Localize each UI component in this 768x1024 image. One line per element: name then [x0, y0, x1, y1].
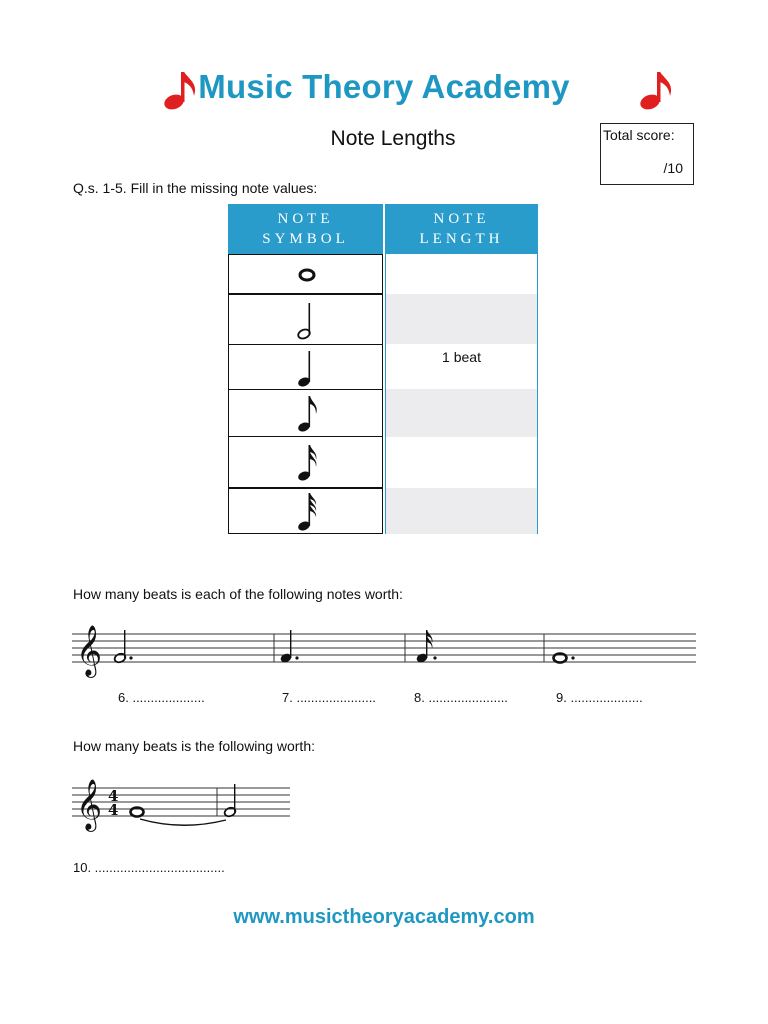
tie-icon	[140, 819, 226, 825]
row-bg	[386, 294, 537, 344]
instruction-q10: How many beats is the following worth:	[73, 738, 315, 754]
score-box	[600, 123, 694, 185]
row-bg	[386, 389, 537, 437]
minim-icon	[295, 301, 317, 341]
row-bg	[386, 488, 537, 534]
demisemiquaver-icon	[295, 491, 321, 533]
symbol-cell-1	[228, 254, 383, 294]
row-bg	[386, 254, 537, 294]
treble-clef-icon: 𝄞	[76, 625, 103, 676]
answer-8[interactable]: 8. ......................	[414, 690, 508, 705]
semiquaver-icon	[295, 443, 321, 483]
header-note-symbol	[228, 204, 383, 254]
symbol-cell-4	[228, 389, 383, 437]
answer-6[interactable]: 6. ....................	[118, 690, 205, 705]
symbol-cell-3	[228, 344, 383, 391]
header-length-text: NOTE LENGTH	[419, 211, 504, 247]
crotchet-icon	[295, 349, 317, 389]
treble-clef-icon: 𝄞	[76, 779, 103, 830]
staff-q6-9	[72, 614, 698, 678]
row-bg	[386, 437, 537, 488]
symbol-cell-2	[228, 294, 383, 346]
page-title: Note Lengths	[330, 127, 456, 150]
note-table	[228, 204, 538, 534]
quaver-icon	[295, 394, 321, 434]
length-cell-3: 1 beat	[442, 349, 481, 365]
answer-7[interactable]: 7. ......................	[282, 690, 376, 705]
website-link[interactable]: www.musictheoryacademy.com	[233, 906, 535, 928]
eighth-note-icon	[636, 66, 676, 112]
brand-title: Music Theory Academy	[198, 68, 570, 105]
time-signature-bottom: 4	[108, 801, 119, 819]
header-note-length	[385, 204, 538, 254]
time-signature-top: 4	[108, 787, 119, 805]
length-column	[385, 254, 538, 534]
staff-q10	[72, 768, 292, 832]
header-symbol-text: NOTE SYMBOL	[262, 211, 349, 247]
semibreve-icon	[296, 267, 318, 283]
symbol-cell-6	[228, 488, 383, 534]
score-label: Total score:	[603, 127, 675, 143]
symbol-cell-5	[228, 436, 383, 488]
instruction-q1-5: Q.s. 1-5. Fill in the missing note values:	[73, 180, 318, 196]
score-value: /10	[663, 160, 683, 176]
instruction-q6-9: How many beats is each of the following notes worth:	[73, 586, 403, 602]
answer-9[interactable]: 9. ....................	[556, 690, 643, 705]
answer-10[interactable]: 10. ....................................	[73, 860, 225, 875]
